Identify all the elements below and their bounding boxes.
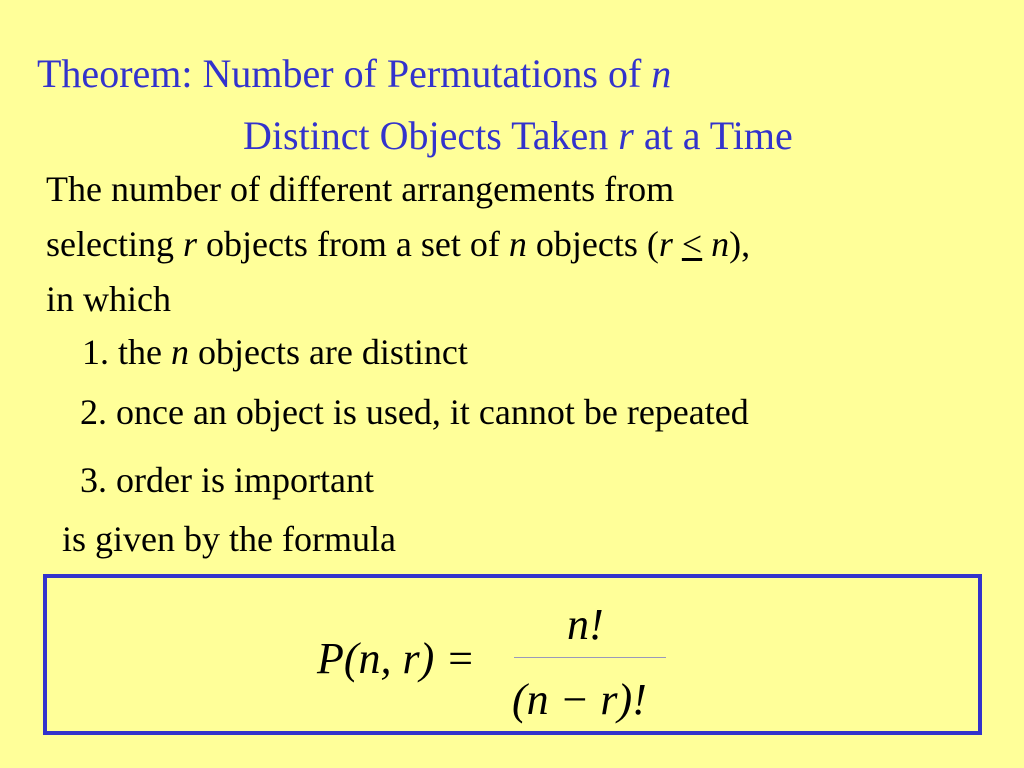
slide-title-line-1 (37, 50, 671, 98)
condition-1-prefix: 1. the (82, 332, 171, 372)
body-space (673, 224, 682, 264)
formula-lhs (317, 634, 475, 684)
condition-1-suffix: objects are distinct (188, 332, 468, 372)
condition-item-2: 2. once an object is used, it cannot be repeated (80, 392, 749, 432)
less-equal-symbol: < (681, 224, 703, 264)
body-line-2-part-c: objects ( (526, 224, 659, 264)
body-line-2 (46, 222, 750, 266)
title-variable-n: n (651, 51, 672, 96)
condition-1-variable-n: n (170, 332, 189, 372)
condition-item-3: 3. order is important (80, 460, 374, 500)
fraction-bar (514, 657, 666, 658)
body-variable-r-2: r (658, 224, 673, 264)
body-variable-n: n (508, 224, 527, 264)
title-variable-r: r (618, 113, 634, 158)
body-variable-r: r (182, 224, 197, 264)
body-line-2-part-b: objects from a set of (196, 224, 509, 264)
body-line-1: The number of different arrangements from (46, 169, 675, 209)
body-space-2 (702, 224, 711, 264)
formula-args: (n, r) = (343, 634, 476, 683)
formula-p: P (317, 634, 344, 683)
body-close-paren: ), (729, 224, 751, 264)
given-by-formula-text: is given by the formula (62, 519, 396, 559)
formula-numerator: n! (567, 600, 604, 649)
title-line-2-text: Distinct Objects Taken (243, 113, 619, 158)
title-line-1-text: Theorem: Number of Permutations of (37, 51, 652, 96)
body-variable-n-2: n (711, 224, 730, 264)
body-line-3: in which (46, 279, 171, 319)
title-line-2-end: at a Time (633, 113, 793, 158)
slide-title-line-2 (243, 112, 793, 160)
formula-box (43, 574, 982, 735)
formula-denominator: (n − r)! (512, 675, 647, 724)
condition-item-1 (82, 330, 468, 374)
body-line-2-part-a: selecting (46, 224, 183, 264)
